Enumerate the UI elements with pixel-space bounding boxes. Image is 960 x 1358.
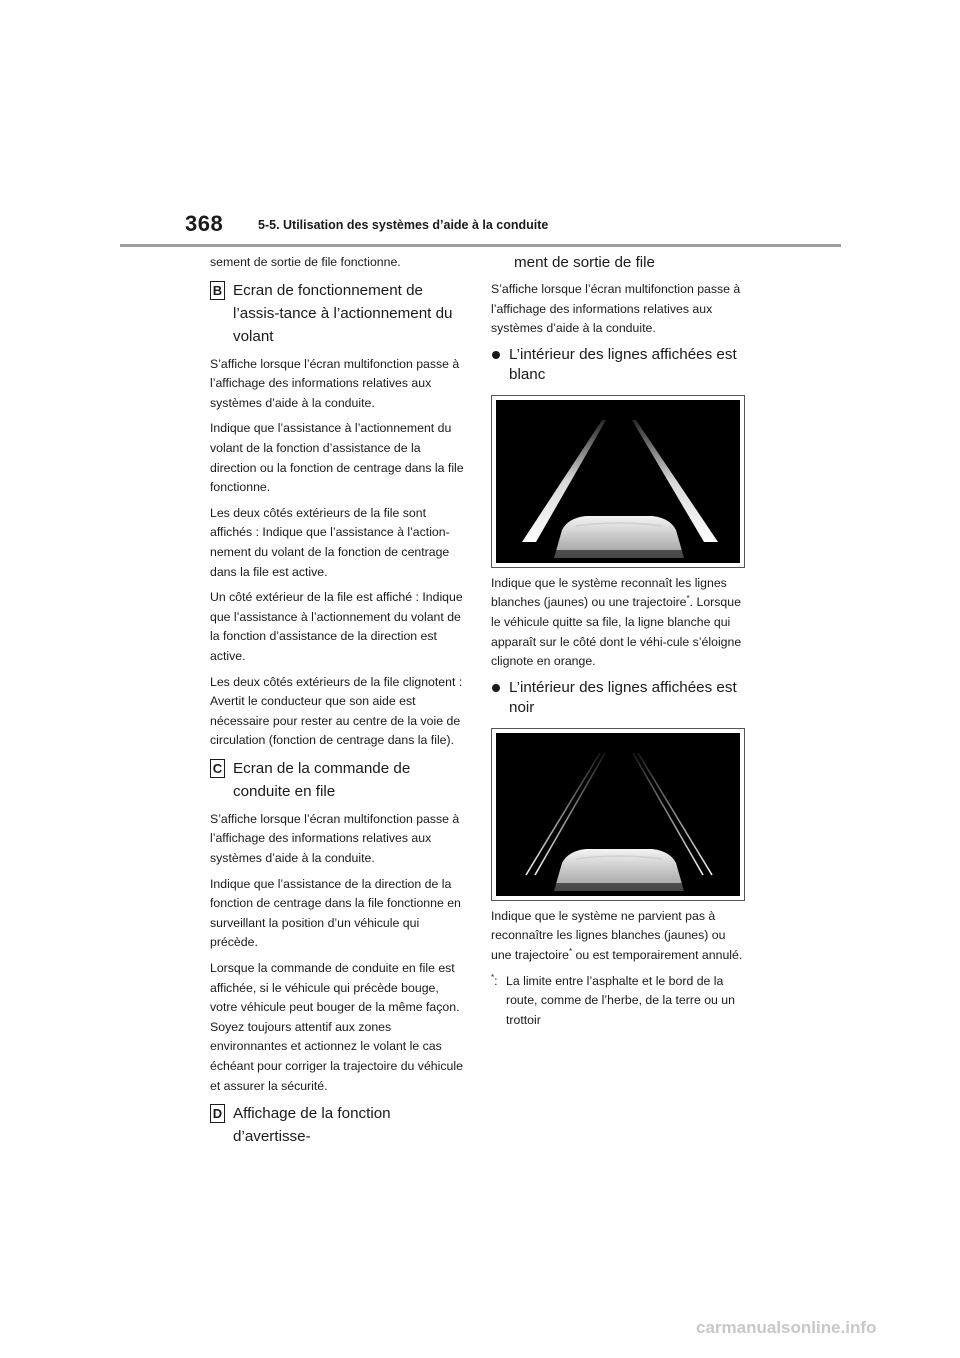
section-b-title: Ecran de fonctionnement de l’assis-tance à l’actionnement du volant — [233, 281, 453, 345]
section-c-paragraph: Lorsque la commande de conduite en file est affichée, si le véhicule qui précède bouge, votre véhicule peut bouger de la même façon. Soyez toujours attentif aux zones environnantes et actionnez le volant le cas échéant pour corriger la trajectoire du véhicule et assurer la sécurité. — [210, 961, 463, 1093]
right-column — [491, 253, 746, 1036]
footnote-marker: *: — [491, 972, 498, 988]
section-c-title: Ecran de la commande de conduite en file — [233, 759, 411, 800]
section-b-paragraph: Les deux côtés extérieurs de la file sont affichés : Indique que l’assistance à l’action-nement du volant de la fonction de centrage dans la file est active. — [210, 505, 450, 579]
section-d-heading — [210, 1102, 465, 1148]
bullet-white-lines — [491, 345, 746, 385]
section-b-paragraph: Les deux côtés extérieurs de la file clignotent : Avertit le conducteur que son aide est nécessaire pour rester au centre de la voie de circulation (fonction de centrage dans la file). — [210, 674, 463, 748]
intro-text: sement de sortie de file fonctionne. — [210, 255, 401, 269]
caption-black: Indique que le système ne parvient pas à reconnaître les lignes blanches (jaunes) ou une trajectoire* ou est temporairement annulé. — [491, 908, 743, 962]
section-title: 5-5. Utilisation des systèmes d’aide à la conduite — [258, 218, 549, 232]
bullet-dot — [492, 684, 500, 692]
bullet-black-lines — [491, 678, 746, 718]
bullet-dot — [492, 351, 500, 359]
left-column — [210, 253, 465, 1155]
section-c-paragraph: S’affiche lorsque l’écran multifonction passe à l’affichage des informations relatives aux systèmes d’aide à la conduite. — [210, 811, 460, 866]
badge-b: B — [210, 281, 225, 300]
page-number: 368 — [185, 211, 224, 236]
badge-c: C — [210, 759, 225, 778]
lane-display-black-illustration — [496, 733, 740, 896]
section-d-title: Affichage de la fonction d’avertisse- — [233, 1105, 391, 1146]
footnote-ref: * — [686, 594, 690, 604]
page-header — [0, 0, 960, 250]
footnote-ref: * — [568, 946, 573, 956]
footnote-text: La limite entre l’asphalte et le bord de la route, comme de l’herbe, de la terre ou un trottoir — [506, 973, 735, 1027]
section-b-paragraph: Indique que l’assistance à l’actionnement du volant de la fonction d’assistance de la direction ou la fonction de centrage dans la file fonctionne. — [210, 421, 464, 495]
bullet-white-label: L’intérieur des lignes affichées est blanc — [509, 345, 737, 383]
footnote — [491, 972, 746, 1031]
section-b-paragraph: S’affiche lorsque l’écran multifonction passe à l’affichage des informations relatives aux systèmes d’aide à la conduite. — [210, 356, 460, 410]
caption-white: Indique que le système reconnaît les lignes blanches (jaunes) ou une trajectoire*. Lorsque le véhicule quitte sa file, la ligne blanche qui apparaît sur le côté dont le véhi-cule s’éloigne clignote en orange. — [491, 575, 742, 669]
section-d-title-continued: ment de sortie de file — [514, 254, 655, 271]
section-c-paragraph: Indique que l’assistance de la direction de la fonction de centrage dans la file fonctionne en surveillant la position d’un véhicule qui précède. — [210, 876, 461, 950]
header-rule — [120, 244, 841, 247]
section-c-heading — [210, 757, 465, 803]
section-b-heading — [210, 279, 465, 348]
lane-display-white-illustration — [496, 400, 740, 563]
watermark: carmanualsonline.info — [696, 1318, 877, 1337]
lane-display-black-figure — [491, 728, 745, 901]
badge-d: D — [210, 1104, 225, 1123]
section-b-paragraph: Un côté extérieur de la file est affiché : Indique que l’assistance à l’actionnement du volant de la fonction d’assistance de la direction est active. — [210, 590, 463, 663]
bullet-black-label: L’intérieur des lignes affichées est noir — [509, 678, 737, 716]
section-d-paragraph: S’affiche lorsque l’écran multifonction passe à l’affichage des informations relatives aux systèmes d’aide à la conduite. — [491, 282, 741, 336]
lane-display-white-figure — [491, 395, 745, 568]
